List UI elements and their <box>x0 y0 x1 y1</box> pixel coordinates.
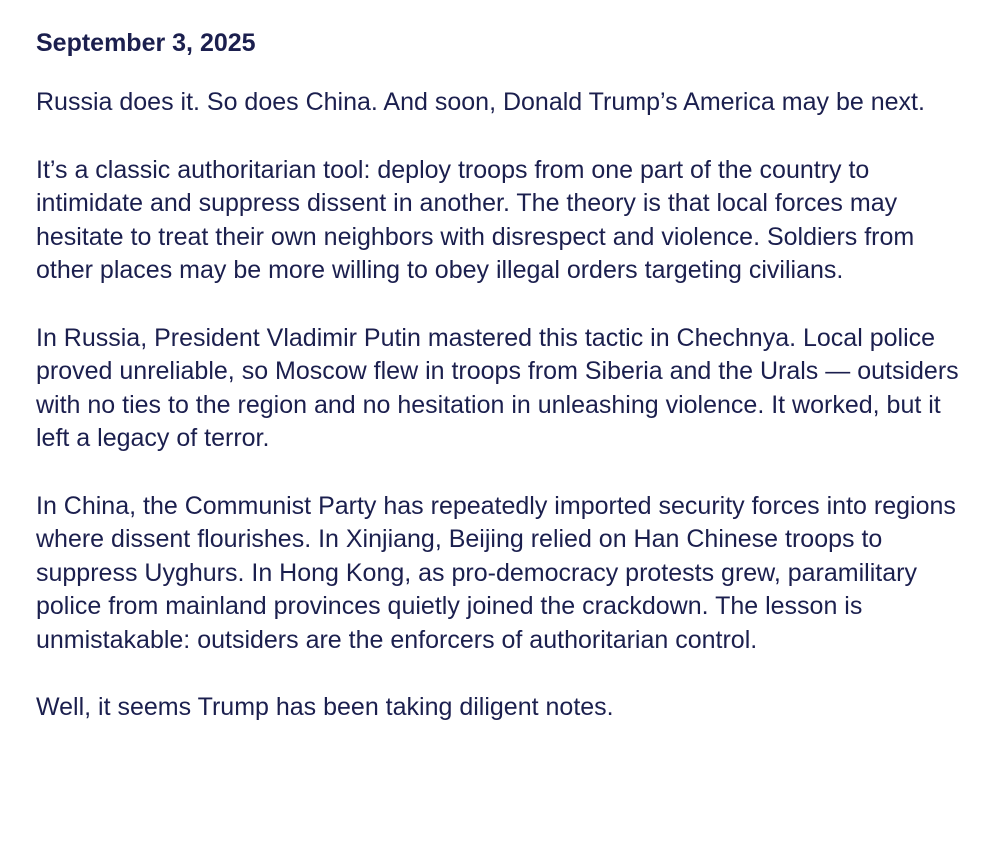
paragraph-conclusion: Well, it seems Trump has been taking diligent notes. <box>36 693 614 721</box>
article-body <box>36 26 976 759</box>
paragraph-russia: In Russia, President Vladimir Putin mastered this tactic in Chechnya. Local police proved unreliable, so Moscow flew in troops from Siberia and the Urals — outsiders with no ties to the region and no hesitation in unleashing violence. It worked, but it left a legacy of terror. <box>36 323 959 452</box>
paragraph-authoritarian-tool: It’s a classic authoritarian tool: deploy troops from one part of the country to intimidate and suppress dissent in another. The theory is that local forces may hesitate to treat their own neighbors with disrespect and violence. Soldiers from other places may be more willing to obey illegal orders targeting civilians. <box>36 155 915 284</box>
paragraph-china: In China, the Communist Party has repeatedly imported security forces into regions where dissent flourishes. In Xinjiang, Beijing relied on Han Chinese troops to suppress Uyghurs. In Hong Kong, as pro-democracy protests grew, paramilitary police from mainland provinces quietly joined the crackdown. The lesson is unmistakable: outsiders are the enforcers of authoritarian control. <box>36 491 956 654</box>
article-date: September 3, 2025 <box>36 29 256 57</box>
paragraph-intro: Russia does it. So does China. And soon, Donald Trump’s America may be next. <box>36 88 925 116</box>
